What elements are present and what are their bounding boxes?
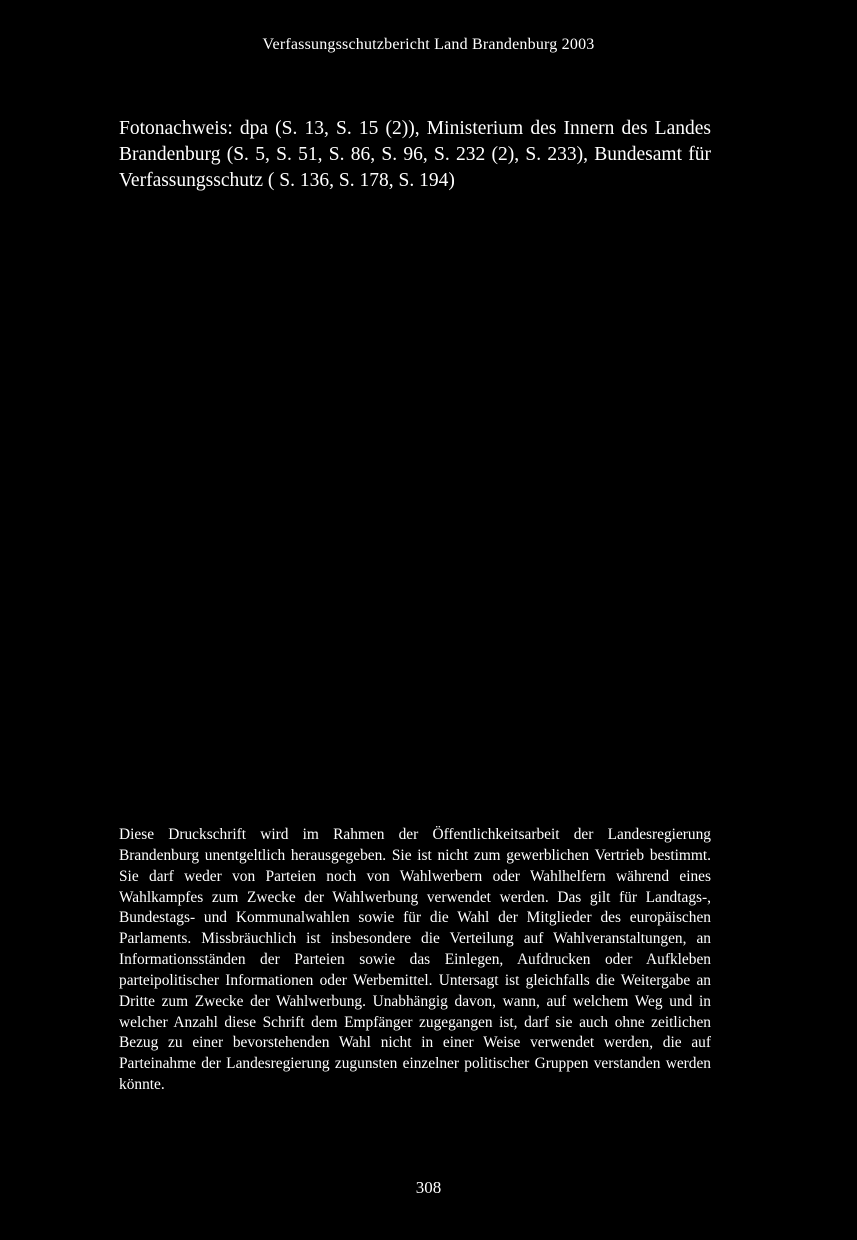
running-header: Verfassungsschutzbericht Land Brandenburg 2003 (262, 36, 595, 53)
distribution-disclaimer: Diese Druckschrift wird im Rahmen der Öffentlichkeitsarbeit der Landesregierung Brandenburg unentgeltlich herausgegeben. Sie ist nicht zum gewerblichen Vertrieb bestimmt. Sie darf weder von Parteien noch von Wahlwerbern oder Wahlhelfern während eines Wahlkampfes zum Zwecke der Wahlwerbung verwendet werden. Das gilt für Landtags-, Bundestags- und Kommunalwahlen sowie für die Wahl der Mitglieder des europäischen Parlaments. Missbräuchlich ist insbesondere die Verteilung auf Wahlveranstaltungen, an Informationsständen der Parteien sowie das Einlegen, Aufdrucken oder Aufkleben parteipolitischer Informationen oder Werbemittel. Untersagt ist gleichfalls die Weitergabe an Dritte zum Zwecke der Wahlwerbung. Unabhängig davon, wann, auf welchem Weg und in welcher Anzahl diese Schrift dem Empfänger zugegangen ist, darf sie auch ohne zeitlichen Bezug zu einer bevorstehenden Wahl nicht in einer Weise verwendet werden, die auf Parteinahme der Landesregierung zugunsten einzelner politischer Gruppen verstanden werden könnte. (119, 826, 711, 1094)
page-number: 308 (415, 1178, 442, 1197)
photo-credits: Fotonachweis: dpa (S. 13, S. 15 (2)), Ministerium des Innern des Landes Brandenburg (S. 5, S. 51, S. 86, S. 96, S. 232 (2), S. 233), Bundesamt für Verfassungsschutz ( S. 136, S. 178, S. 194) (119, 118, 711, 191)
